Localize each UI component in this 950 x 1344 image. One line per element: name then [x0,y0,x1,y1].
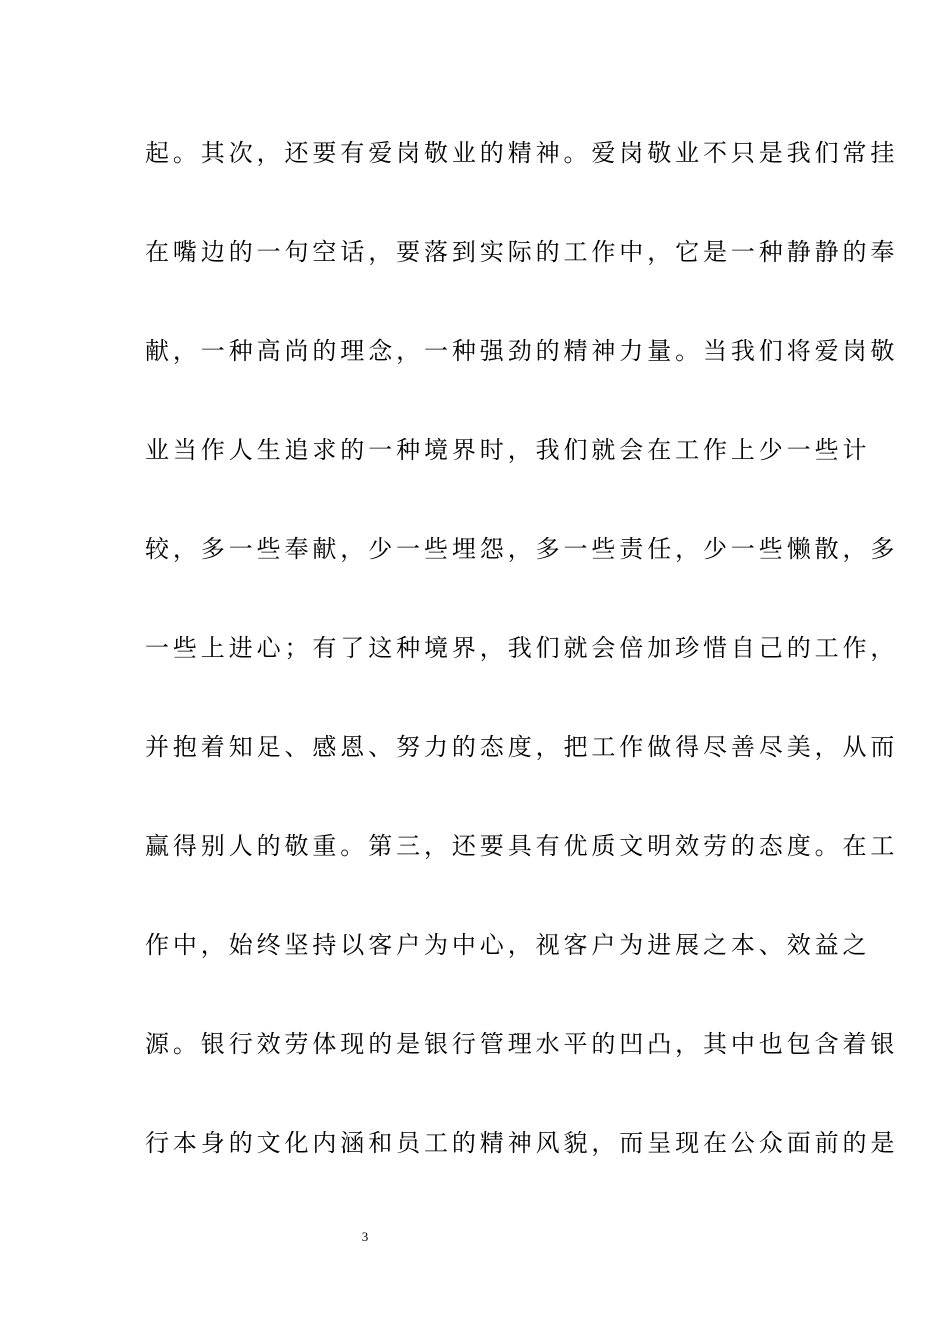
text-line: 在嘴边的一句空话，要落到实际的工作中，它是一种静静的奉 [145,238,899,266]
text-line: 一些上进心；有了这种境界，我们就会倍加珍惜自己的工作， [145,634,899,662]
text-line: 起。其次，还要有爱岗敬业的精神。爱岗敬业不只是我们常挂 [145,139,899,167]
text-line: 献，一种高尚的理念，一种强劲的精神力量。当我们将爱岗敬 [145,337,899,365]
text-line: 作中，始终坚持以客户为中心，视客户为进展之本、效益之 [145,931,871,959]
text-line: 行本身的文化内涵和员工的精神风貌，而呈现在公众面前的是 [145,1129,899,1157]
text-line: 并抱着知足、感恩、努力的态度，把工作做得尽善尽美，从而 [145,733,899,761]
text-line: 赢得别人的敬重。第三，还要具有优质文明效劳的态度。在工 [145,832,899,860]
body-text [145,128,899,1217]
text-line: 较，多一些奉献，少一些埋怨，多一些责任，少一些懒散，多 [145,535,899,563]
page-number: 3 [361,1229,369,1244]
text-line: 源。银行效劳体现的是银行管理水平的凹凸，其中也包含着银 [145,1030,899,1058]
text-line: 业当作人生追求的一种境界时，我们就会在工作上少一些计 [145,436,871,464]
